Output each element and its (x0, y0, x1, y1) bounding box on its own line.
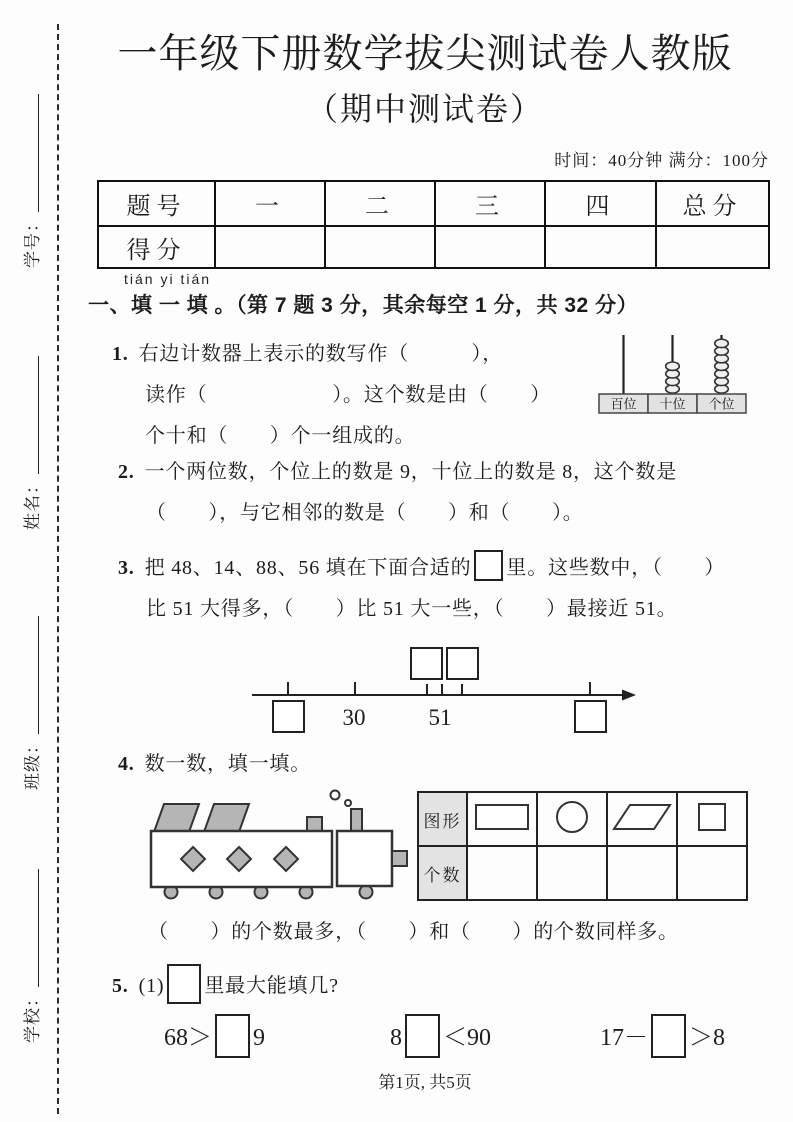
answer-box (405, 1014, 440, 1058)
page-subtitle: （期中测试卷） (305, 91, 544, 127)
school-blank-line (21, 869, 39, 987)
arrowhead-icon (622, 690, 636, 701)
question-1-line3: 个十和（ ）个一组成的。 (145, 425, 416, 447)
question-2-line1: 一个两位数，个位上的数是 9，十位上的数是 8，这个数是 (144, 461, 678, 483)
section-1-heading: 一、填 一 填 。（第 7 题 3 分，其余每空 1 分，共 32 分） (88, 294, 639, 317)
answer-box (651, 1014, 686, 1058)
score-cell-empty (215, 226, 325, 268)
circle-shape (331, 791, 340, 800)
time-score-info: 时间：40分钟 满分：100分 (554, 151, 769, 170)
count-cell-empty (467, 846, 537, 900)
student-name-field (16, 350, 44, 530)
parallelogram-shape-icon (607, 792, 677, 846)
square-shape (392, 851, 407, 866)
question-4-number: 4. (118, 753, 135, 775)
parallelogram-shape (154, 804, 199, 832)
abacus-svg (597, 331, 747, 415)
tick-label-30: 30 (342, 705, 366, 730)
school-field (16, 863, 44, 1043)
score-table-cell: 四 (545, 181, 656, 226)
score-table (97, 180, 770, 269)
answer-box (575, 701, 606, 732)
rectangle-shape (307, 817, 322, 831)
place-value-label: 个位 (708, 396, 735, 412)
circle-shape-icon (537, 792, 607, 846)
answer-box (411, 648, 442, 679)
parallelogram-shape (204, 804, 249, 832)
square-shape-icon (677, 792, 747, 846)
question-1 (112, 334, 551, 457)
question-5-prompt: 里最大能填几? (204, 975, 339, 997)
score-table-cell: 二 (325, 181, 435, 226)
circle-shape (345, 800, 351, 806)
question-5-number: 5. (112, 975, 129, 997)
question-1-line1: 右边计数器上表示的数写作（ ）， (138, 343, 504, 365)
student-id-field (16, 88, 44, 268)
question-4-prompt: 数一数，填一填。 (144, 753, 312, 775)
shape-count-table (417, 791, 748, 901)
question-1-line2: 读作（ ）。这个数是由（ ） (145, 384, 551, 406)
school-label: 学校： (22, 989, 42, 1043)
score-table-cell: 三 (435, 181, 545, 226)
score-table-cell: 一 (215, 181, 325, 226)
answer-box (215, 1014, 250, 1058)
place-value-label: 百位 (610, 396, 637, 412)
count-cell-empty (537, 846, 607, 900)
score-cell-empty (545, 226, 656, 268)
class-blank-line (21, 616, 39, 734)
question-3-line2: 比 51 大得多，（ ）比 51 大一些，（ ）最接近 51。 (146, 598, 678, 620)
question-3 (118, 548, 725, 630)
question-5 (112, 962, 339, 1010)
question-3-line1-pre: 把 48、14、88、56 填在下面合适的 (144, 557, 472, 579)
square-shape (337, 831, 392, 886)
shape-row-label: 图形 (418, 792, 467, 846)
score-row-label: 得分 (98, 226, 215, 268)
question-2 (118, 452, 677, 534)
abacus-bead (666, 362, 680, 370)
circle-shape (360, 886, 373, 899)
score-table-header-row (98, 181, 769, 226)
question-2-number: 2. (118, 461, 135, 483)
answer-box (167, 964, 201, 1004)
question-2-line2: （ ），与它相邻的数是（ ）和（ ）。 (146, 502, 584, 524)
student-id-blank-line (21, 94, 39, 212)
count-cell-empty (607, 846, 677, 900)
number-line-figure (240, 643, 640, 742)
answer-box (447, 648, 478, 679)
rectangle-shape-icon (467, 792, 537, 846)
answer-box (273, 701, 304, 732)
train-shapes-figure (147, 789, 413, 909)
class-field (16, 610, 44, 790)
expression-1: 68＞ 9 (164, 1013, 265, 1063)
score-table-cell: 题号 (98, 181, 215, 226)
score-table-cell: 总分 (656, 181, 769, 226)
question-4-answer-line (148, 912, 679, 953)
shape-row (418, 792, 747, 846)
abacus-bead (715, 339, 729, 347)
question-3-line1-post: 里。这些数中，（ ） (506, 557, 726, 579)
class-label: 班级： (22, 736, 42, 790)
score-cell-empty (656, 226, 769, 268)
count-row-label: 个数 (418, 846, 467, 900)
count-cell-empty (677, 846, 747, 900)
answer-box (474, 550, 503, 581)
question-4 (118, 744, 311, 785)
expression-2: 8 ＜90 (390, 1013, 491, 1063)
rectangle-shape (351, 809, 362, 831)
question-1-number: 1. (112, 343, 129, 365)
count-row (418, 846, 747, 900)
question-3-number: 3. (118, 557, 135, 579)
page-title: 一年级下册数学拔尖测试卷人教版 (117, 31, 733, 76)
question-4-answer-text: （ ）的个数最多，（ ）和（ ）的个数同样多。 (148, 921, 679, 943)
binding-dashed-line (57, 24, 59, 1114)
student-name-label: 姓名： (22, 476, 42, 530)
question-5-expressions (122, 1013, 762, 1073)
abacus-counter-figure (597, 331, 747, 420)
student-name-blank-line (21, 356, 39, 474)
tick-label-51: 51 (428, 705, 452, 730)
expression-3: 17－ ＞8 (600, 1013, 725, 1063)
score-cell-empty (325, 226, 435, 268)
pinyin-annotation: tián yi tián (124, 271, 212, 287)
page-number: 第1页, 共5页 (378, 1073, 472, 1092)
score-cell-empty (435, 226, 545, 268)
question-5-sub-number: (1) (138, 975, 165, 997)
place-value-label: 十位 (659, 396, 686, 412)
score-table-score-row (98, 226, 769, 268)
student-id-label: 学号： (22, 214, 42, 268)
